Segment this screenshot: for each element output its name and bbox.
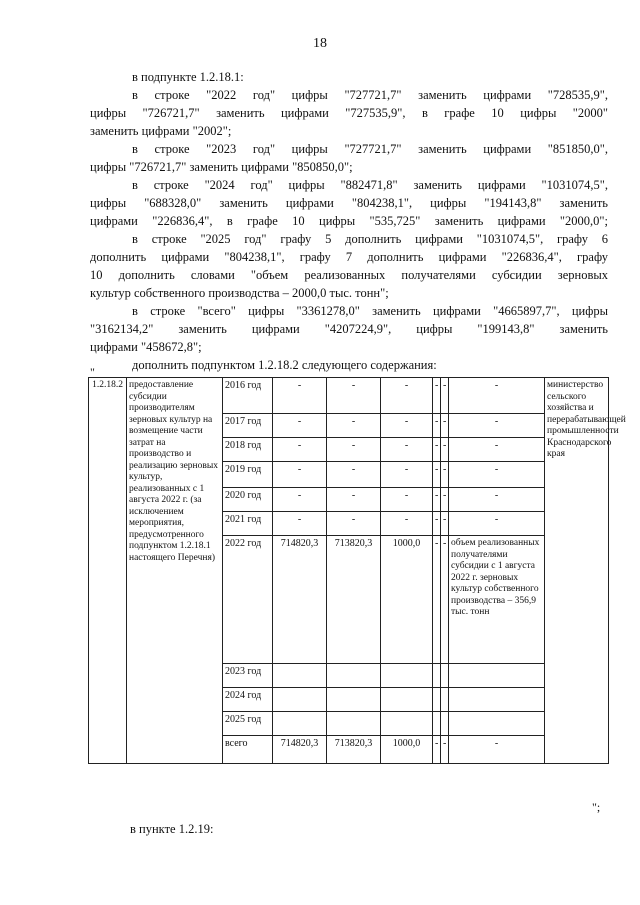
- result-cell: -: [449, 378, 545, 414]
- year-cell: 2017 год: [223, 414, 273, 438]
- result-cell: -: [449, 512, 545, 536]
- year-cell: 2020 год: [223, 488, 273, 512]
- value-cell: -: [327, 414, 381, 438]
- value-cell: [273, 712, 327, 736]
- value-cell: 1000,0: [381, 736, 433, 764]
- value-cell: -: [327, 378, 381, 414]
- text-line: в строке "2024 год" цифры "882471,8" заменить цифрами "1031074,5",: [132, 178, 608, 192]
- value-cell: -: [273, 438, 327, 462]
- text-line: в строке "2025 год" графу 5 дополнить цифрами "1031074,5", графу 6: [132, 232, 608, 246]
- value-cell: -: [433, 378, 441, 414]
- value-cell: -: [273, 462, 327, 488]
- text-line: в строке "2023 год" цифры "727721,7" заменить цифрами "851850,0",: [132, 142, 608, 156]
- value-cell: 1000,0: [381, 536, 433, 664]
- value-cell: [327, 664, 381, 688]
- program-table: [88, 377, 626, 764]
- text-line: цифры "726721,7" заменить цифрами "850850,0";: [90, 160, 353, 174]
- year-cell: 2023 год: [223, 664, 273, 688]
- value-cell: -: [381, 488, 433, 512]
- value-cell: -: [433, 488, 441, 512]
- result-cell: [449, 664, 545, 688]
- value-cell: [433, 712, 441, 736]
- year-cell: 2019 год: [223, 462, 273, 488]
- page-number: 18: [313, 36, 327, 51]
- executor-cell: министерство сельского хозяйства и перерабатывающей промышленности Краснодарского края: [545, 378, 609, 764]
- text-line: 10 дополнить словами "объем реализованных получателями субсидии зерновых: [90, 268, 608, 282]
- year-cell: 2022 год: [223, 536, 273, 664]
- value-cell: -: [327, 512, 381, 536]
- value-cell: [273, 688, 327, 712]
- year-cell: 2024 год: [223, 688, 273, 712]
- amendment-text: [90, 68, 608, 374]
- value-cell: -: [381, 378, 433, 414]
- value-cell: -: [441, 378, 449, 414]
- result-cell: объем реализованных получателями субсидии с 1 августа 2022 г. зерновых культур собственного производства – 356,9 тыс. тонн: [449, 536, 545, 664]
- text-line: дополнить цифрами "804238,1", графу 7 дополнить цифрами "226836,4", графу: [90, 250, 608, 264]
- value-cell: -: [433, 438, 441, 462]
- value-cell: -: [441, 536, 449, 664]
- text-line: в подпункте 1.2.18.1:: [132, 70, 244, 84]
- result-cell: [449, 688, 545, 712]
- next-clause: в пункте 1.2.19:: [130, 822, 214, 836]
- value-cell: [433, 664, 441, 688]
- value-cell: [441, 664, 449, 688]
- year-cell: 2021 год: [223, 512, 273, 536]
- table-body: [89, 378, 626, 764]
- item-number: 1.2.18.2: [89, 378, 127, 764]
- value-cell: -: [433, 512, 441, 536]
- text-line: заменить цифрами "2002";: [90, 124, 232, 138]
- year-cell: 2025 год: [223, 712, 273, 736]
- value-cell: -: [441, 462, 449, 488]
- text-line: цифры "726721,7" заменить цифрами "727535,9", в графе 10 цифры "2000": [90, 106, 608, 120]
- value-cell: [381, 688, 433, 712]
- text-line: дополнить подпунктом 1.2.18.2 следующего содержания:: [132, 358, 437, 372]
- table-row: [89, 378, 609, 414]
- value-cell: [433, 688, 441, 712]
- year-cell: всего: [223, 736, 273, 764]
- item-description: предоставление субсидии производителям зерновых культур на возмещение части затрат на производство и реализацию зерновых культур, реализованных с 1 августа 2022 г. (за исключением мероприятия, предусмотренного подпунктом 1.2.18.1 настоящего Перечня): [127, 378, 223, 764]
- value-cell: -: [381, 438, 433, 462]
- result-cell: -: [449, 414, 545, 438]
- value-cell: -: [381, 462, 433, 488]
- result-cell: -: [449, 736, 545, 764]
- value-cell: 714820,3: [273, 736, 327, 764]
- value-cell: 713820,3: [327, 536, 381, 664]
- value-cell: [381, 664, 433, 688]
- value-cell: [327, 712, 381, 736]
- result-cell: -: [449, 462, 545, 488]
- value-cell: [441, 712, 449, 736]
- value-cell: -: [273, 488, 327, 512]
- value-cell: -: [433, 462, 441, 488]
- result-cell: -: [449, 438, 545, 462]
- value-cell: [381, 712, 433, 736]
- value-cell: -: [441, 512, 449, 536]
- value-cell: -: [433, 536, 441, 664]
- result-cell: -: [449, 488, 545, 512]
- value-cell: -: [381, 414, 433, 438]
- quote-open: ": [90, 365, 95, 379]
- value-cell: -: [273, 414, 327, 438]
- text-line: цифрами "226836,4", в графе 10 цифры "535,725" заменить цифрами "2000,0";: [90, 214, 608, 228]
- text-line: в строке "2022 год" цифры "727721,7" заменить цифрами "728535,9",: [132, 88, 608, 102]
- text-line: цифрами "458672,8";: [90, 340, 202, 354]
- value-cell: 714820,3: [273, 536, 327, 664]
- value-cell: -: [441, 414, 449, 438]
- value-cell: [327, 688, 381, 712]
- value-cell: -: [441, 736, 449, 764]
- value-cell: [273, 664, 327, 688]
- value-cell: 713820,3: [327, 736, 381, 764]
- value-cell: -: [381, 512, 433, 536]
- value-cell: -: [327, 488, 381, 512]
- value-cell: -: [273, 512, 327, 536]
- quote-close: ";: [592, 800, 601, 814]
- year-cell: 2018 год: [223, 438, 273, 462]
- value-cell: -: [327, 438, 381, 462]
- value-cell: -: [273, 378, 327, 414]
- value-cell: -: [441, 488, 449, 512]
- value-cell: -: [433, 414, 441, 438]
- year-cell: 2016 год: [223, 378, 273, 414]
- text-line: в строке "всего" цифры "3361278,0" заменить цифрами "4665897,7", цифры: [132, 304, 608, 318]
- value-cell: -: [441, 438, 449, 462]
- value-cell: [441, 688, 449, 712]
- result-cell: [449, 712, 545, 736]
- value-cell: -: [433, 736, 441, 764]
- value-cell: -: [327, 462, 381, 488]
- text-line: "3162134,2" заменить цифрами "4207224,9", цифры "199143,8" заменить: [90, 322, 608, 336]
- text-line: культур собственного производства – 2000,0 тыс. тонн";: [90, 286, 389, 300]
- text-line: цифры "688328,0" заменить цифрами "804238,1", цифры "194143,8" заменить: [90, 196, 608, 210]
